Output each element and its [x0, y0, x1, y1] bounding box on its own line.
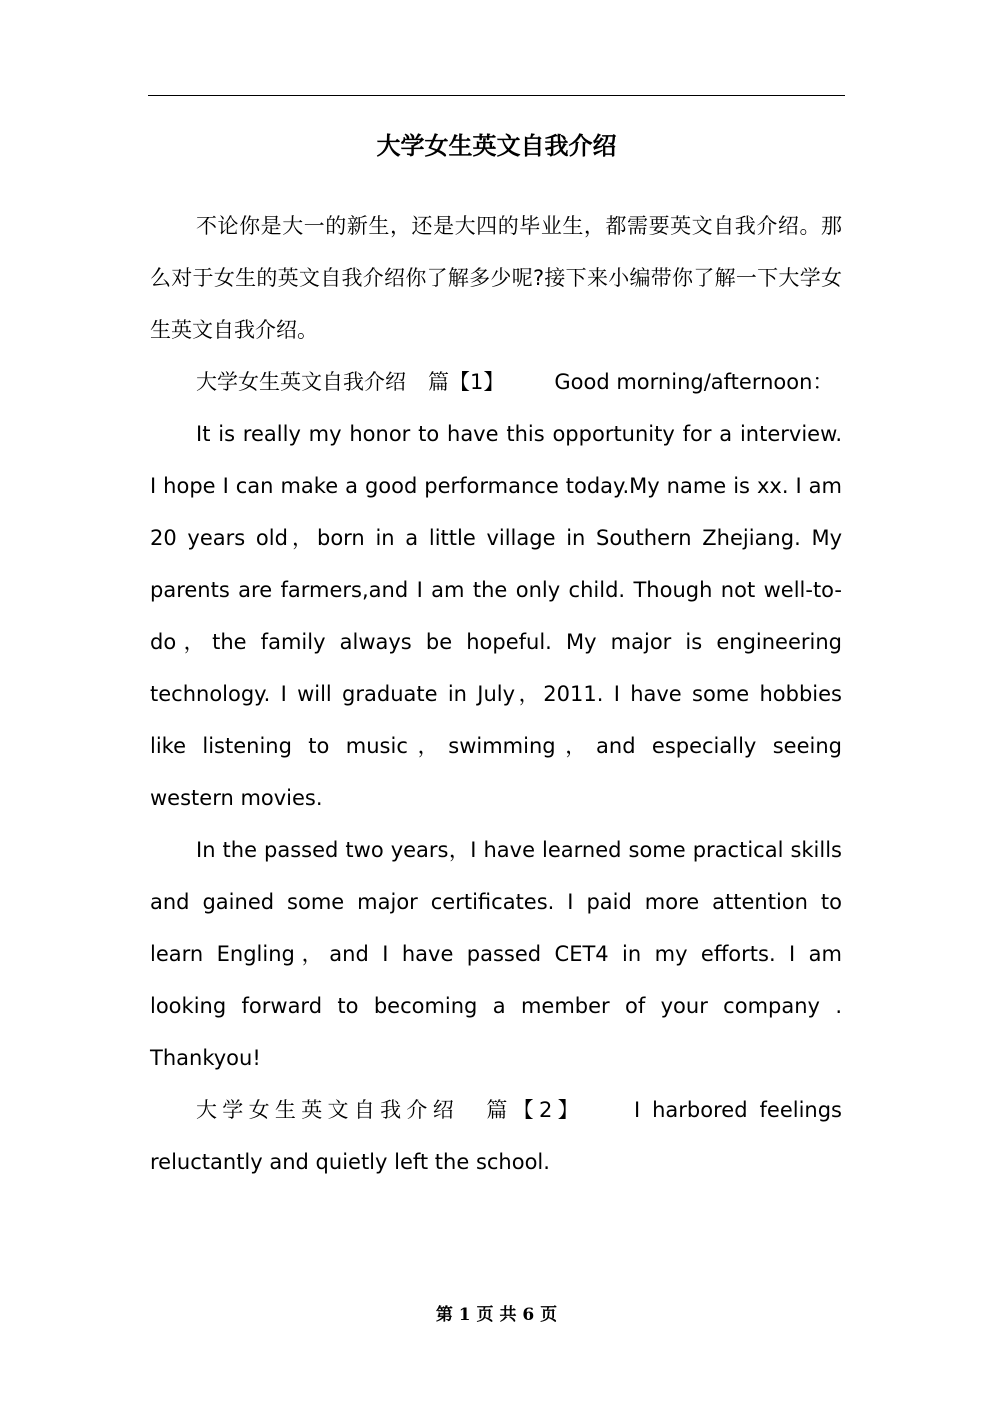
section-1-heading-line: [150, 356, 842, 408]
section-1-greeting: Good morning/afternoon：: [554, 370, 834, 394]
intro-paragraph: 不论你是大一的新生，还是大四的毕业生，都需要英文自我介绍。那么对于女生的英文自我介绍你了解多少呢?接下来小编带你了解一下大学女生英文自我介绍。: [150, 214, 842, 342]
section-2-text: I harbored feelings reluctantly and quietly left the school.: [150, 1098, 842, 1174]
section-2-label: 篇【2】: [481, 1098, 584, 1122]
section-2-heading-line: [150, 1084, 842, 1188]
page-title: 大学女生英文自我介绍: [376, 132, 617, 160]
section-1-label: 篇【1】: [428, 370, 505, 394]
document-body: [150, 200, 842, 1188]
section-1-heading: 大学女生英文自我介绍: [196, 370, 406, 394]
header-rule: [148, 95, 845, 96]
section-1-paragraph-1: It is really my honor to have this opportunity for a interview. I hope I can make a good performance today.My name is xx. I am 20 years old，born in a little village in Southern Zhejiang. My parents are farmers,and I am the only child. Though not well-to-do，the family always be hopeful. My major is engineering technology. I will graduate in July，2011. I have some hobbies like listening to music，swimming，and especially seeing western movies.: [150, 422, 842, 810]
page-footer: 第 1 页 共 6 页: [435, 1305, 558, 1325]
section-1-paragraph-2: In the passed two years，I have learned some practical skills and gained some major certificates. I paid more attention to learn Engling，and I have passed CET4 in my efforts. I am looking forward to becoming a member of your company . Thankyou!: [150, 838, 842, 1070]
section-2-heading: 大学女生英文自我介绍: [196, 1098, 460, 1122]
